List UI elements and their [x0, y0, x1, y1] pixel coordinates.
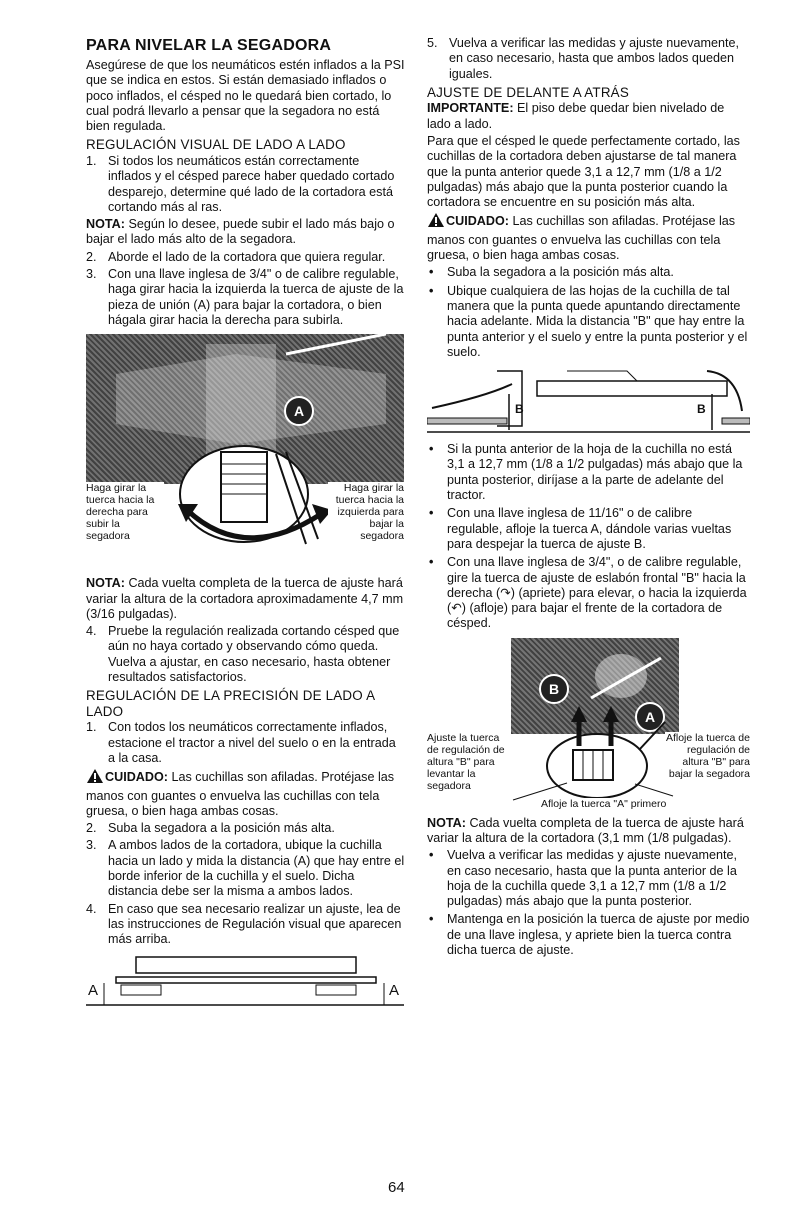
figure-nut-rotation	[86, 334, 406, 572]
left-column	[86, 36, 406, 1017]
list-item: 3. A ambos lados de la cortadora, ubique la cuchilla hacia un lado y mida la distancia (A) que hay entre el borde inferior de la cuchilla y el suelo. Dicha distancia debe ser la misma a ambos lados.	[86, 838, 405, 899]
marker-b-left: B	[515, 402, 524, 417]
marker-b: B	[539, 674, 569, 704]
right-column	[427, 36, 750, 961]
caption-left: Haga girar la tuerca hacia la derecha para subir la segadora	[86, 482, 164, 542]
note-paragraph: NOTA: Cada vuelta completa de la tuerca de ajuste hará variar la altura de la cortadora aproximadamente 4,7 mm (3/16 pulgadas).	[86, 576, 404, 621]
list-item: 2. Aborde el lado de la cortadora que quiera regular.	[86, 249, 386, 264]
marker-a: A	[635, 702, 665, 732]
bullet-item: • Ubique cualquiera de las hojas de la cuchilla de tal manera que la punta quede apuntando directamente hacia adelante. Mida la distancia "B" que hay entre la punta anterior y el suelo y entre la punta posterior y el suelo.	[429, 283, 748, 359]
caption-right: Afloje la tuerca de regulación de altura "B" para bajar la segadora	[665, 731, 750, 780]
marker-a-right: A	[389, 982, 400, 1000]
figure-front-back-blade	[427, 366, 750, 438]
important-paragraph: IMPORTANTE: El piso debe quedar bien nivelado de lado a lado.	[427, 101, 725, 131]
paragraph: Para que el césped le quede perfectamente cortado, las cuchillas de la cortadora deben ajustarse de tal manera que la punta anterior quede 3,1 a 12,7 mm (1/8 a 1/2 pulgadas) más abajo que la punta posterior cuando la cortadora se encuentre en su posición más alta.	[427, 133, 740, 210]
bullet-item: • Mantenga en la posición la tuerca de ajuste por medio de una llave inglesa, y apriete bien la tuerca contra dicha tuerca de ajuste.	[429, 912, 750, 958]
figure-blade-measure	[86, 953, 406, 1013]
section-title-leveling: PARA NIVELAR LA SEGADORA	[86, 37, 332, 54]
list-item: 1. Si todos los neumáticos están correctamente inflados y el césped parece haber quedado cortado desparejo, determine qué lado de la cortadora está cortando más al ras.	[86, 153, 395, 214]
marker-a-left: A	[88, 982, 99, 1000]
list-item: 1. Con todos los neumáticos correctamente inflados, estacione el tractor a nivel del suelo o en la entrada a la casa.	[86, 720, 396, 765]
section-title-front-back: AJUSTE DE DELANTE A ATRÁS	[427, 84, 629, 100]
bullet-item: • Vuelva a verificar las medidas y ajuste nuevamente, en caso necesario, hasta que la punta anterior de la hoja de la cuchilla quede 3,1 a 12,7 mm (1/8 a 1/2 pulgadas) más abajo que la punta posterior.	[429, 848, 738, 909]
caution-paragraph: CUIDADO: Las cuchillas son afiladas. Protéjase las manos con guantes o envuelva las cuchillas con tela gruesa, o bien haga ambas cosas.	[427, 214, 736, 263]
marker-b-right: B	[697, 402, 706, 417]
caution-paragraph: CUIDADO: Las cuchillas son afiladas. Protéjase las manos con guantes o envuelva las cuchillas con tela gruesa, o bien haga ambas cosas.	[86, 770, 395, 818]
list-item: 2. Suba la segadora a la posición más alta.	[86, 821, 335, 836]
section-title-visual: REGULACIÓN VISUAL DE LADO A LADO	[86, 137, 346, 153]
caption-left: Ajuste la tuerca de regulación de altura "B" para levantar la segadora	[427, 732, 507, 792]
caption-bottom: Afloje la tuerca "A" primero	[541, 798, 701, 810]
intro-paragraph: Asegúrese de que los neumáticos estén inflados a la PSI que se indica en estos. Si están demasiado inflados o poco inflados, el césped no le quedará bien cortado, lo cual podrá llevarlo a pensar que la segadora no está bien regulada.	[86, 58, 405, 134]
bullet-item: • Suba la segadora a la posición más alta.	[429, 265, 674, 280]
list-item: 4. Pruebe la regulación realizada cortando césped que aún no haya cortado y observando cómo queda. Vuelva a ajustar, en caso necesario, hasta obtener resultados satisfactorios.	[86, 624, 400, 685]
section-title-precision: REGULACIÓN DE LA PRECISIÓN DE LADO A LADO	[86, 688, 375, 719]
warning-icon	[86, 768, 104, 788]
figure-front-link-nut	[427, 638, 750, 812]
list-item: 3. Con una llave inglesa de 3/4" o de calibre regulable, haga girar hacia la izquierda la tuerca de ajuste de la pieza de unión (A) para bajar la cortadora, o bien hágala girar hacia la derecha para subirla.	[86, 267, 404, 327]
page-number: 64	[388, 1179, 405, 1196]
marker-a: A	[284, 396, 314, 426]
caption-right: Haga girar la tuerca hacia la izquierda para bajar la segadora	[328, 482, 404, 542]
bullet-item: • Con una llave inglesa de 3/4", o de calibre regulable, gire la tuerca de ajuste de eslabón frontal "B" hacia la derecha (↷) (apriete) para elevar, o hacia la izquierda (↶) (afloje) para bajar el frente de la cortadora de césped.	[429, 555, 747, 631]
bullet-item: • Si la punta anterior de la hoja de la cuchilla no está 3,1 a 12,7 mm (1/8 a 1/2 pulgadas) más abajo que la punta posterior, diríjase a la parte de adelante del tractor.	[429, 442, 743, 503]
bullet-item: • Con una llave inglesa de 11/16" o de calibre regulable, afloje la tuerca A, dándole varias vueltas para despejar la tuerca de ajuste B.	[429, 506, 732, 551]
note-paragraph: NOTA: Cada vuelta completa de la tuerca de ajuste hará variar la altura de la cortadora (3,1 mm (1/8 pulgadas).	[427, 815, 744, 845]
note-paragraph: NOTA: Según lo desee, puede subir el lado más bajo o bajar el lado más alto de la segadora.	[86, 217, 395, 247]
list-item: 5. Vuelva a verificar las medidas y ajuste nuevamente, en caso necesario, hasta que ambos lados queden iguales.	[427, 36, 740, 81]
list-item: 4. En caso que sea necesario realizar un ajuste, lea de las instrucciones de Regulación visual que aparecen más arriba.	[86, 901, 402, 947]
warning-icon	[427, 212, 445, 232]
